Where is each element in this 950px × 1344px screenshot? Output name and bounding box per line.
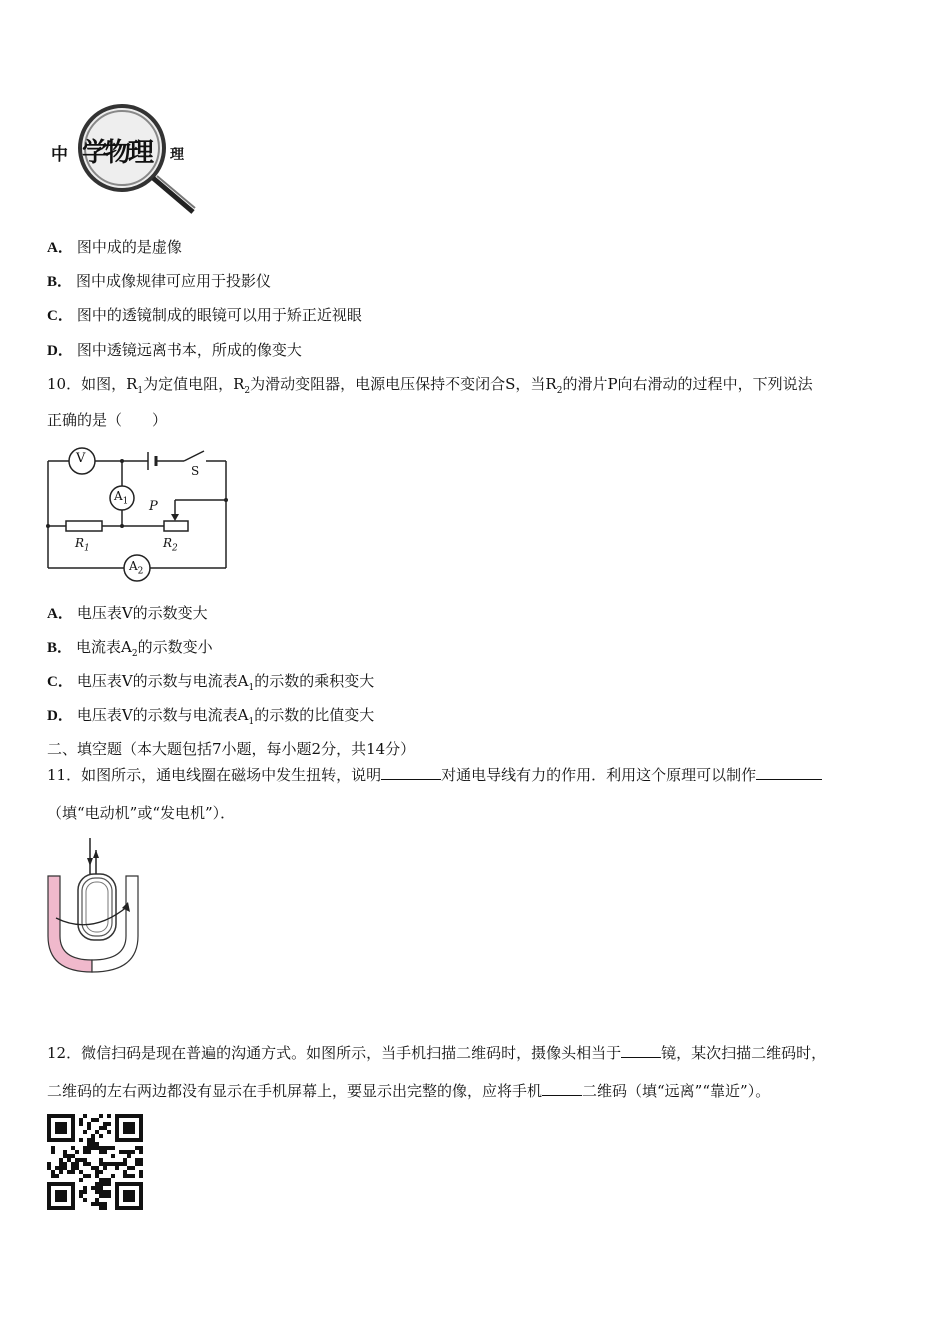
ammeter-a2-label: $A_2$	[129, 559, 144, 577]
magnifier-text-lens: 学物理	[82, 138, 152, 168]
magnifier-text-right: 理	[170, 147, 184, 163]
voltmeter-label: V	[76, 451, 86, 466]
q9-option-b: B． 图中成像规律可应用于投影仪	[47, 272, 272, 290]
q12-blank-2[interactable]	[542, 1081, 582, 1096]
circuit-diagram	[44, 446, 234, 584]
q10-option-c: C． 电压表V的示数与电流表$A_1$的示数的乘积变大	[47, 672, 375, 693]
q10-stem-line2: 正确的是（ ）	[47, 411, 168, 429]
q10-option-d: D． 电压表V的示数与电流表$A_1$的示数的比值变大	[47, 706, 375, 727]
magnifier-figure	[45, 100, 205, 215]
q9-option-a: A． 图中成的是虚像	[47, 238, 182, 256]
ammeter-a1-label: $A_1$	[114, 489, 129, 507]
q9-option-d: D． 图中透镜远离书本，所成的像变大	[47, 341, 302, 359]
slider-label: P	[149, 499, 158, 514]
section2-title: 二、填空题（本大题包括7小题，每小题2分，共14分）	[47, 740, 416, 758]
r2-label: $R_2$	[163, 536, 178, 554]
q10-option-a: A． 电压表V的示数变大	[47, 604, 208, 622]
q11-stem-line2: （填“电动机”或“发电机”）．	[47, 804, 236, 822]
r1-label: $R_1$	[75, 536, 90, 554]
qr-code-image	[47, 1114, 143, 1210]
magnifier-text-left: 中	[51, 145, 68, 165]
q11-blank-1[interactable]	[381, 765, 441, 780]
motor-coil-figure	[44, 836, 149, 978]
switch-label: S	[191, 464, 200, 478]
q11-stem-line1: 11．如图所示，通电线圈在磁场中发生扭转，说明 对通电导线有力的作用．利用这个原理可以制作	[47, 764, 822, 785]
q12-stem-line2: 二维码的左右两边都没有显示在手机屏幕上，要显示出完整的像，应将手机 二维码（填“远离”“靠近”）。	[47, 1082, 771, 1100]
q11-blank-2[interactable]	[756, 765, 822, 780]
q9-option-c: C． 图中的透镜制成的眼镜可以用于矫正近视眼	[47, 306, 362, 324]
q10-option-b: B． 电流表$A_2$的示数变小	[47, 638, 213, 659]
q12-blank-1[interactable]	[621, 1043, 661, 1058]
q12-stem-line1: 12．微信扫码是现在普遍的沟通方式。如图所示，当手机扫描二维码时，摄像头相当于 镜，某次扫描二维码时，	[47, 1044, 827, 1062]
q10-stem-line1: 10．如图，$R_1$为定值电阻，$R_2$为滑动变阻器，电源电压保持不变闭合S，当$R_2$的滑片P向右滑动的过程中，下列说法	[47, 375, 813, 396]
